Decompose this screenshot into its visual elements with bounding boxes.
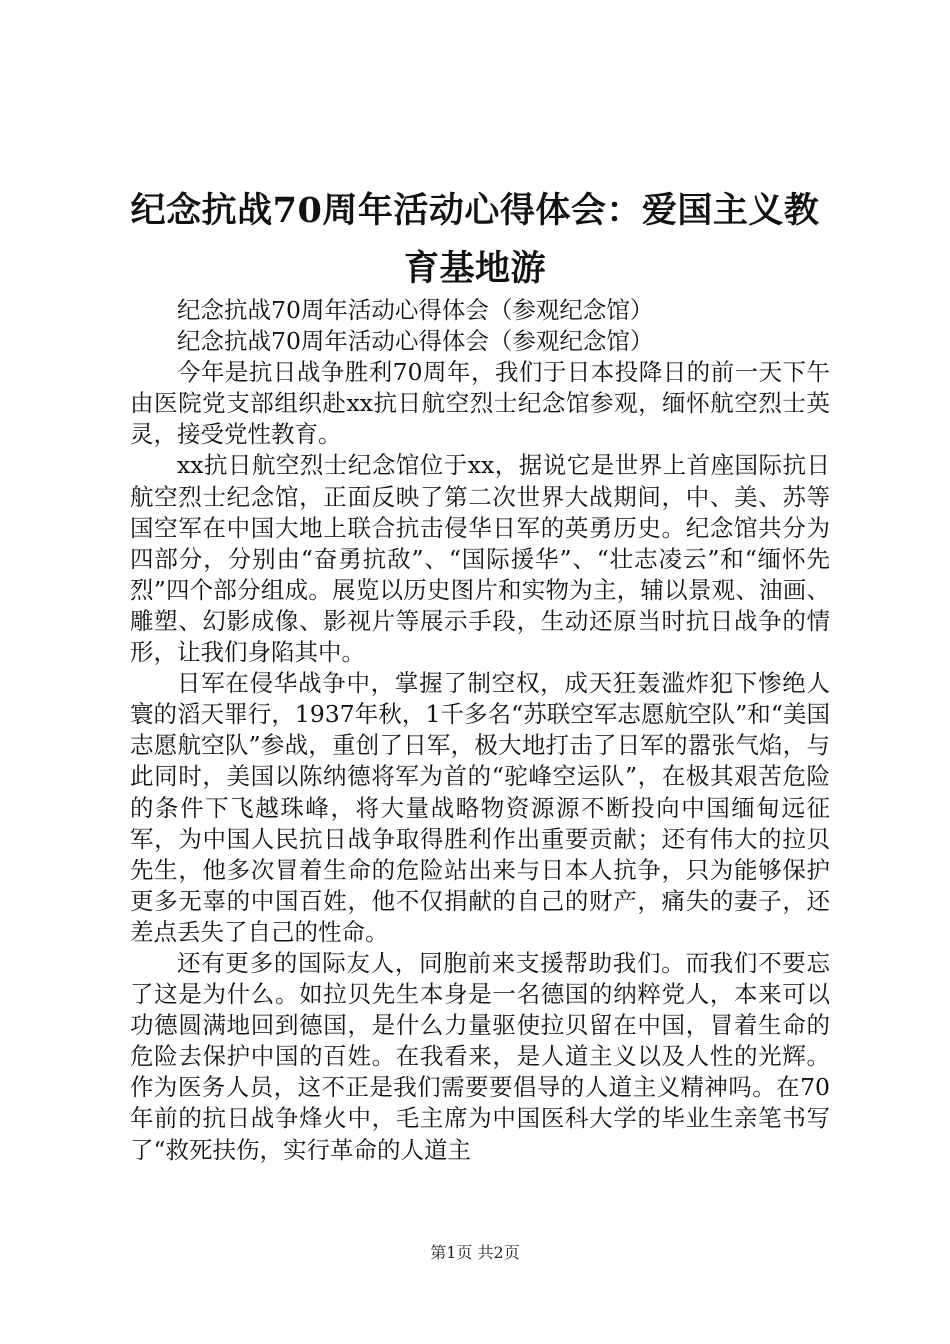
paragraph: 还有更多的国际友人，同胞前来支援帮助我们。而我们不要忘了这是为什么。如拉贝先生本身是一名德国的纳粹党人，本来可以功德圆满地回到德国，是什么力量驱使拉贝留在中国，冒着生命的危险去保护中国的百姓。在我看来，是人道主义以及人性的光辉。作为医务人员，这不正是我们需要要倡导的人道主义精神吗。在70年前的抗日战争烽火中，毛主席为中国医科大学的毕业生亲笔书写了“救死扶伤，实行革命的人道主 bbox=[130, 948, 830, 1164]
paragraph: 纪念抗战70周年活动心得体会（参观纪念馆） bbox=[177, 296, 654, 324]
paragraph: 今年是抗日战争胜利70周年，我们于日本投降日的前一天下午由医院党支部组织赴xx抗日航空烈士纪念馆参观，缅怀航空烈士英灵，接受党性教育。 bbox=[130, 358, 830, 449]
paragraph: 日军在侵华战争中，掌握了制空权，成天狂轰滥炸犯下惨绝人寰的滔天罪行，1937年秋，1千多名“苏联空军志愿航空队”和“美国志愿航空队”参战，重创了日军，极大地打击了日军的嚣张气焰，与此同时，美国以陈纳德将军为首的“驼峰空运队”，在极其艰苦危险的条件下飞越珠峰，将大量战略物资源源不断投向中国缅甸远征军，为中国人民抗日战争取得胜利作出重要贡献；还有伟大的拉贝先生，他多次冒着生命的危险站出来与日本人抗争，只为能够保护更多无辜的中国百姓，他不仅捐献的自己的财产，痛失的妻子，还差点丢失了自己的性命。 bbox=[130, 669, 830, 946]
paragraph: xx抗日航空烈士纪念馆位于xx，据说它是世界上首座国际抗日航空烈士纪念馆，正面反映了第二次世界大战期间，中、美、苏等国空军在中国大地上联合抗击侵华日军的英勇历史。纪念馆共分为四部分，分别由“奋勇抗敌”、“国际援华”、“壮志凌云”和“缅怀先烈”四个部分组成。展览以历史图片和实物为主，辅以景观、油画、雕塑、幻影成像、影视片等展示手段，生动还原当时抗日战争的情形，让我们身陷其中。 bbox=[130, 451, 830, 667]
paragraph: 纪念抗战70周年活动心得体会（参观纪念馆） bbox=[177, 327, 654, 356]
page-number-footer: 第1页 共2页 bbox=[430, 1243, 520, 1262]
document-title-line-2: 育基地游 bbox=[403, 248, 546, 289]
document-body bbox=[130, 295, 830, 1166]
document-title-line-1: 纪念抗战70周年活动心得体会：爱国主义教 bbox=[130, 190, 820, 231]
